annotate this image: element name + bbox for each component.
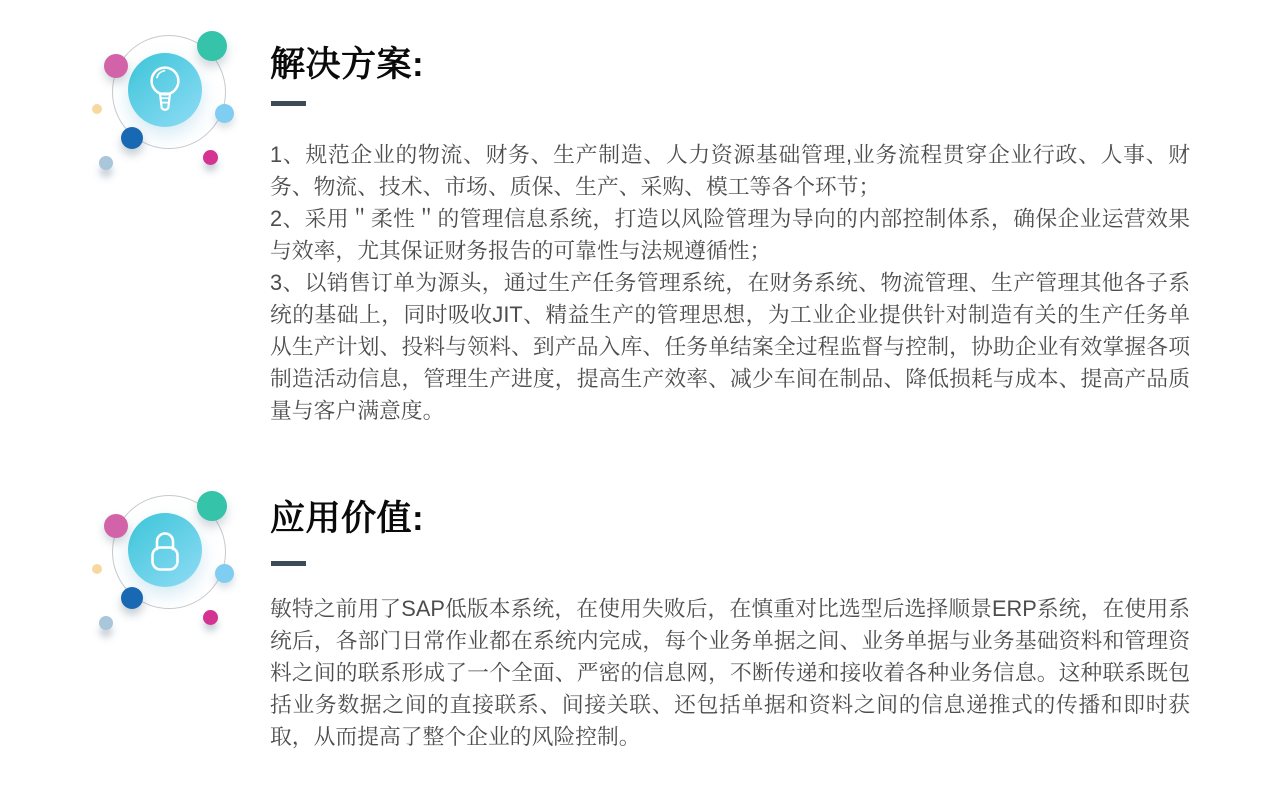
decor-dot-magenta <box>203 610 218 625</box>
decor-dot-teal <box>197 31 227 61</box>
lightbulb-icon <box>148 66 182 114</box>
value-paragraphs <box>270 593 1190 753</box>
value-icon-cluster <box>0 460 255 650</box>
value-content <box>270 454 1190 790</box>
decor-dot-magenta <box>203 150 218 165</box>
decor-dot-light-blue <box>215 104 234 123</box>
decor-dot-teal <box>197 491 227 521</box>
decor-dot-pink <box>104 54 128 78</box>
solution-paragraphs <box>270 139 1190 427</box>
paragraph: 3、以销售订单为源头，通过生产任务管理系统，在财务系统、物流管理、生产管理其他各子系统的基础上，同时吸收JIT、精益生产的管理思想，为工业企业提供针对制造有关的生产任务单从生产计划、投料与领料、到产品入库、任务单结案全过程监督与控制，协助企业有效掌握各项制造活动信息，管理生产进度，提高生产效率、减少车间在制品、降低损耗与成本、提高产品质量与客户满意度。 <box>270 270 1190 423</box>
section-value <box>0 454 1264 790</box>
paragraph: 2、采用＂柔性＂的管理信息系统，打造以风险管理为导向的内部控制体系，确保企业运营效果与效率，尤其保证财务报告的可靠性与法规遵循性； <box>270 206 1190 263</box>
solution-content <box>270 0 1190 454</box>
decor-dot-pink <box>104 514 128 538</box>
decor-dot-dark-blue <box>121 127 143 149</box>
section-title: 应用价值: <box>270 499 425 538</box>
icon-circle <box>128 513 202 587</box>
icon-circle <box>128 53 202 127</box>
decor-dot-beige <box>92 104 102 114</box>
decor-dot-dark-blue <box>121 587 143 609</box>
lock-icon <box>147 528 183 572</box>
solution-icon-cluster <box>0 0 255 190</box>
paragraph: 敏特之前用了SAP低版本系统，在使用失败后，在慎重对比选型后选择顺景ERP系统，在使用系统后，各部门日常作业都在系统内完成，每个业务单据之间、业务单据与业务基础资料和管理资料之间的联系形成了一个全面、严密的信息网，不断传递和接收着各种业务信息。这种联系既包括业务数据之间的直接联系、间接关联、还包括单据和资料之间的信息递推式的传播和即时获取，从而提高了整个企业的风险控制。 <box>270 596 1190 749</box>
decor-dot-steel-blue <box>99 616 113 630</box>
title-underline <box>271 101 306 106</box>
decor-dot-light-blue <box>215 564 234 583</box>
paragraph: 1、规范企业的物流、财务、生产制造、人力资源基础管理,业务流程贯穿企业行政、人事、财务、物流、技术、市场、质保、生产、采购、模工等各个环节； <box>270 142 1190 199</box>
decor-dot-steel-blue <box>99 156 113 170</box>
section-title: 解决方案: <box>270 45 425 84</box>
decor-dot-beige <box>92 564 102 574</box>
title-underline <box>271 561 306 566</box>
